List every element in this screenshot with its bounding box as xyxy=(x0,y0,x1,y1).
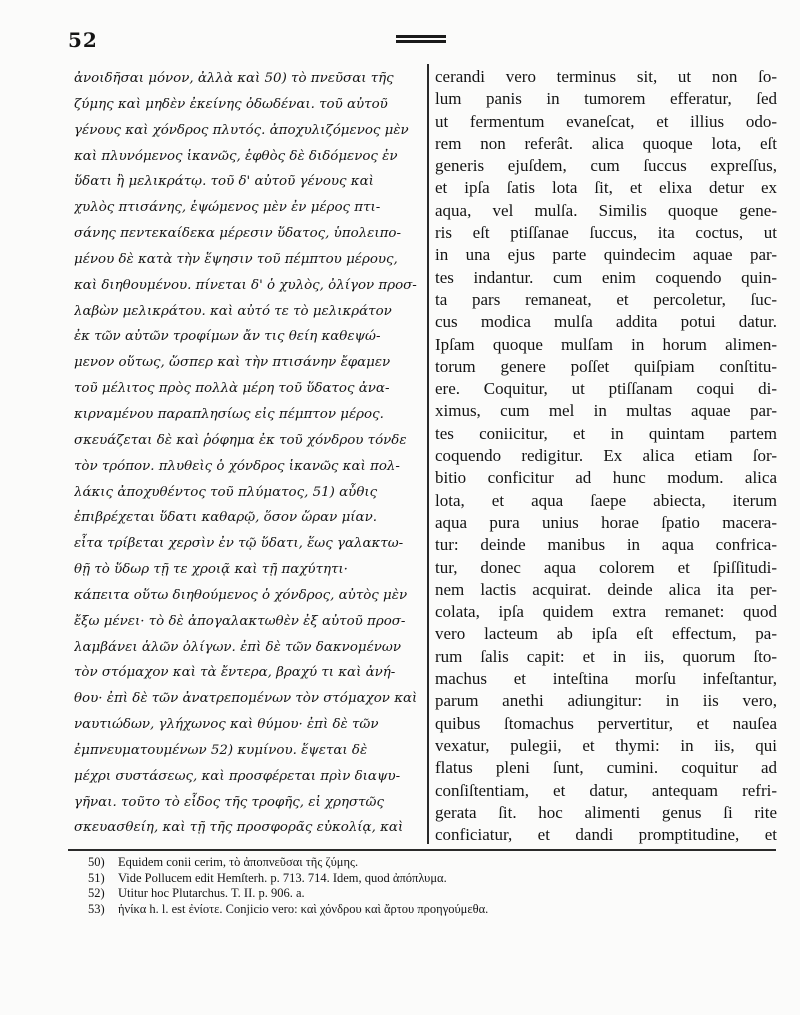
greek-text-line: γῆναι. τοῦτο τὸ εἶδος τῆς τροφῆς, εἰ χρηστῶς xyxy=(74,794,384,810)
greek-text-line: γένους καὶ χόνδρος πλυτός. ἀποχυλιζόμενος μὲν xyxy=(74,122,409,138)
latin-text-line: tes indantur. cum enim coquendo quin- xyxy=(435,267,777,287)
footnote xyxy=(88,886,778,902)
latin-text-line: rem non referât. alica quoque lota, eſt xyxy=(435,133,777,153)
latin-text-line: bitio conficitur ad hunc modum. alica xyxy=(435,468,777,488)
greek-text-line: καὶ διηθουμένου. πίνεται δ' ὁ χυλὸς, ὀλίγον προσ- xyxy=(74,277,417,293)
greek-text-line: θου· ἐπὶ δὲ τῶν ἀνατρεπομένων τὸν στόμαχον καὶ xyxy=(74,691,418,707)
greek-text-line: λαβὼν μελικράτου. καὶ αὐτό τε τὸ μελικράτον xyxy=(74,303,392,319)
footnote xyxy=(88,871,778,887)
latin-text-column xyxy=(435,66,777,846)
latin-text-line: nem lactis acquirat. deinde alica ita per- xyxy=(435,579,777,599)
latin-text-line: rum ſalis capit: et in iis, quorum ſto- xyxy=(435,646,777,666)
latin-text-line: coquendo redigitur. Ex alica etiam ſor- xyxy=(435,446,777,466)
latin-text-line: generis ejuſdem, cum ſuccus expreſſus, xyxy=(435,156,777,176)
latin-text-line: lum panis in tumorem efferatur, ſed xyxy=(435,89,777,109)
latin-text-line: ere. Coquitur, ut ptiſſanam coqui di- xyxy=(435,379,777,399)
footnotes xyxy=(88,855,778,917)
greek-text-line: μενον οὕτως, ὥσπερ καὶ τὴν πτισάνην ἔφαμεν xyxy=(74,355,391,371)
footnote xyxy=(88,855,778,871)
greek-text-line: ἔξω μένει· τὸ δὲ ἀπογαλακτωθὲν ἐξ αὐτοῦ προσ- xyxy=(74,613,406,629)
latin-text-line: vexatur, pulegii, et thymi: in iis, qui xyxy=(435,735,777,755)
greek-text-line: ἐκ τῶν αὐτῶν τροφίμων ἄν τις θείη καθεψώ- xyxy=(74,329,381,345)
footnote-rule xyxy=(68,849,776,851)
latin-text-line: torum genere poſſet quiſpiam conſtitu- xyxy=(435,356,777,376)
greek-text-line: ζύμης καὶ μηδὲν ἐκείνης ὀδωδέναι. τοῦ αὐτοῦ xyxy=(74,96,388,112)
footnote-text: Utitur hoc Plutarchus. T. II. p. 906. a. xyxy=(118,886,305,901)
latin-text-line: quibus ſtomachus pervertitur, et nauſea xyxy=(435,713,777,733)
latin-text-line: ut fermentum evaneſcat, et illius odo- xyxy=(435,111,777,131)
greek-text-line: ἐμπνευματουμένων 52) κυμίνου. ἕψεται δὲ xyxy=(74,742,368,758)
greek-text-line: τὸν στόμαχον καὶ τὰ ἔντερα, βραχύ τι καὶ ἀνή- xyxy=(74,665,396,681)
footnote-marker: 51) xyxy=(88,870,105,885)
greek-text-line: ἀνοιδῆσαι μόνον, ἀλλὰ καὶ 50) τὸ πνεῦσαι τῆς xyxy=(74,71,394,86)
latin-text-line: Ipſam quoque mulſam in horum alimen- xyxy=(435,334,777,354)
greek-text-line: σκευασθείη, καὶ τῇ τῆς προσφορᾶς εὐκολίᾳ, καὶ xyxy=(74,820,404,836)
greek-text-line: λάκις ἀποχυθέντος τοῦ πλύματος, 51) αὖθις xyxy=(74,484,378,500)
latin-text-line: lota, et aqua ſaepe abiecta, iterum xyxy=(435,490,777,510)
latin-text-line: aqua, vel mulſa. Similis quoque gene- xyxy=(435,200,777,220)
latin-text-line: gerata ſit. hoc alimenti genus ſi rite xyxy=(435,802,777,822)
latin-text-line: cerandi vero terminus sit, ut non ſo- xyxy=(435,67,777,86)
greek-text-line xyxy=(74,841,420,846)
latin-text-line: conſiſtentiam, et datur, antequam refri- xyxy=(435,780,777,800)
greek-text-line: τὸν τρόπον. πλυθεὶς ὁ χόνδρος ἱκανῶς καὶ πολ- xyxy=(74,458,400,474)
footnote-text: Equidem conii cerim, τὸ ἀποπνεῦσαι τῆς ζύμης. xyxy=(118,855,359,869)
greek-text-line: ἐπιβρέχεται ὕδατι καθαρῷ, ὅσον ὥραν μίαν. xyxy=(74,510,377,526)
footnote-text: Vide Pollucem edit Hemſterh. p. 713. 714. Idem, quod ἀπόπλυμα. xyxy=(118,870,447,885)
footnote-marker: 52) xyxy=(88,886,105,901)
greek-text-line: μένου δὲ κατὰ τὴν ἕψησιν τοῦ πέμπτου μέρους, xyxy=(74,251,398,267)
latin-text-line: flatus pleni ſunt, cumini. coquitur ad xyxy=(435,758,777,778)
greek-text-line: μέχρι συστάσεως, καὶ προσφέρεται πρὶν διαψυ- xyxy=(74,768,401,784)
page-number: 52 xyxy=(68,28,98,52)
latin-text-line: tur, donec aqua colorem et ſpiſſitudi- xyxy=(435,557,777,577)
latin-text-line: vero lacteum ab ipſa eſt effectum, pa- xyxy=(435,624,777,644)
header-ornament-rule xyxy=(396,35,446,38)
latin-text-line: conficiatur, et dandi promptitudine, et xyxy=(435,825,777,845)
greek-text-line: λαμβάνει ἁλῶν ὀλίγων. ἐπὶ δὲ τῶν δακνομένων xyxy=(74,639,401,655)
latin-text-line: in una ejus parte quindecim aquae par- xyxy=(435,245,777,265)
greek-text-line: καὶ πλυνόμενος ἱκανῶς, ἑφθὸς δὲ διδόμενος ἐν xyxy=(74,148,398,164)
footnote-marker: 50) xyxy=(88,855,105,869)
latin-text-line: aqua pura unius horae ſpatio macera- xyxy=(435,512,777,532)
latin-text-line: ta pars remaneat, et percoletur, ſuc- xyxy=(435,289,777,309)
latin-text-line: tur: deinde manibus in aqua confrica- xyxy=(435,535,777,555)
greek-text-line: κιρναμένου παραπλησίως εἰς πέμπτον μέρος. xyxy=(74,406,384,422)
latin-text-line: tes coniicitur, et in quintam partem xyxy=(435,423,777,443)
latin-text-line: cus modica mulſa addita potui datur. xyxy=(435,312,777,332)
greek-text-line: θῇ τὸ ὕδωρ τῇ τε χροιᾷ καὶ τῇ παχύτητι· xyxy=(74,562,348,578)
greek-text-line: ναυτιώδων, γλήχωνος καὶ θύμου· ἐπὶ δὲ τῶν xyxy=(74,717,379,733)
footnote-marker: 53) xyxy=(88,901,105,916)
latin-text-line: colata, ipſa quidem extra remanet: quod xyxy=(435,602,777,622)
greek-text-line: χυλὸς πτισάνης, ἑψώμενος μὲν ἐν μέρος πτι- xyxy=(74,200,381,216)
footnote-text: ἡνίκα h. l. est ἐνίοτε. Conjicio vero: καὶ χόνδρου καὶ ἄρτου προηγούμεθα. xyxy=(118,901,489,916)
latin-text-line: et ipſa ſatis lota ſit, et elixa detur ex xyxy=(435,178,777,198)
greek-text-line: τοῦ μέλιτος πρὸς πολλὰ μέρη τοῦ ὕδατος ἀνα- xyxy=(74,381,390,397)
greek-text-line: σάνης πεντεκαίδεκα μέρεσιν ὕδατος, ὑπολειπο- xyxy=(74,226,401,242)
footnote xyxy=(88,902,778,918)
column-divider xyxy=(427,64,429,844)
greek-text-line: εἶτα τρίβεται χερσὶν ἐν τῷ ὕδατι, ἕως γαλακτω- xyxy=(74,536,404,552)
latin-text-line: ris eſt ptiſſanae ſuccus, ita coctus, ut xyxy=(435,223,777,243)
greek-text-line: ὕδατι ἢ μελικράτῳ. τοῦ δ' αὐτοῦ γένους καὶ xyxy=(74,174,374,190)
latin-text-line: parum anethi adiungitur: in iis vero, xyxy=(435,691,777,711)
greek-text-line: σκευάζεται δὲ καὶ ῥόφημα ἐκ τοῦ χόνδρου τόνδε xyxy=(74,432,407,448)
latin-text-line: ximus, cum mel in multas aquae par- xyxy=(435,401,777,421)
greek-text-line: κάπειτα οὕτω διηθούμενος ὁ χόνδρος, αὐτὸς μὲν xyxy=(74,587,408,603)
greek-text-column xyxy=(74,66,420,846)
latin-text-line: machus et inteſtina morſu infeſtantur, xyxy=(435,669,777,689)
